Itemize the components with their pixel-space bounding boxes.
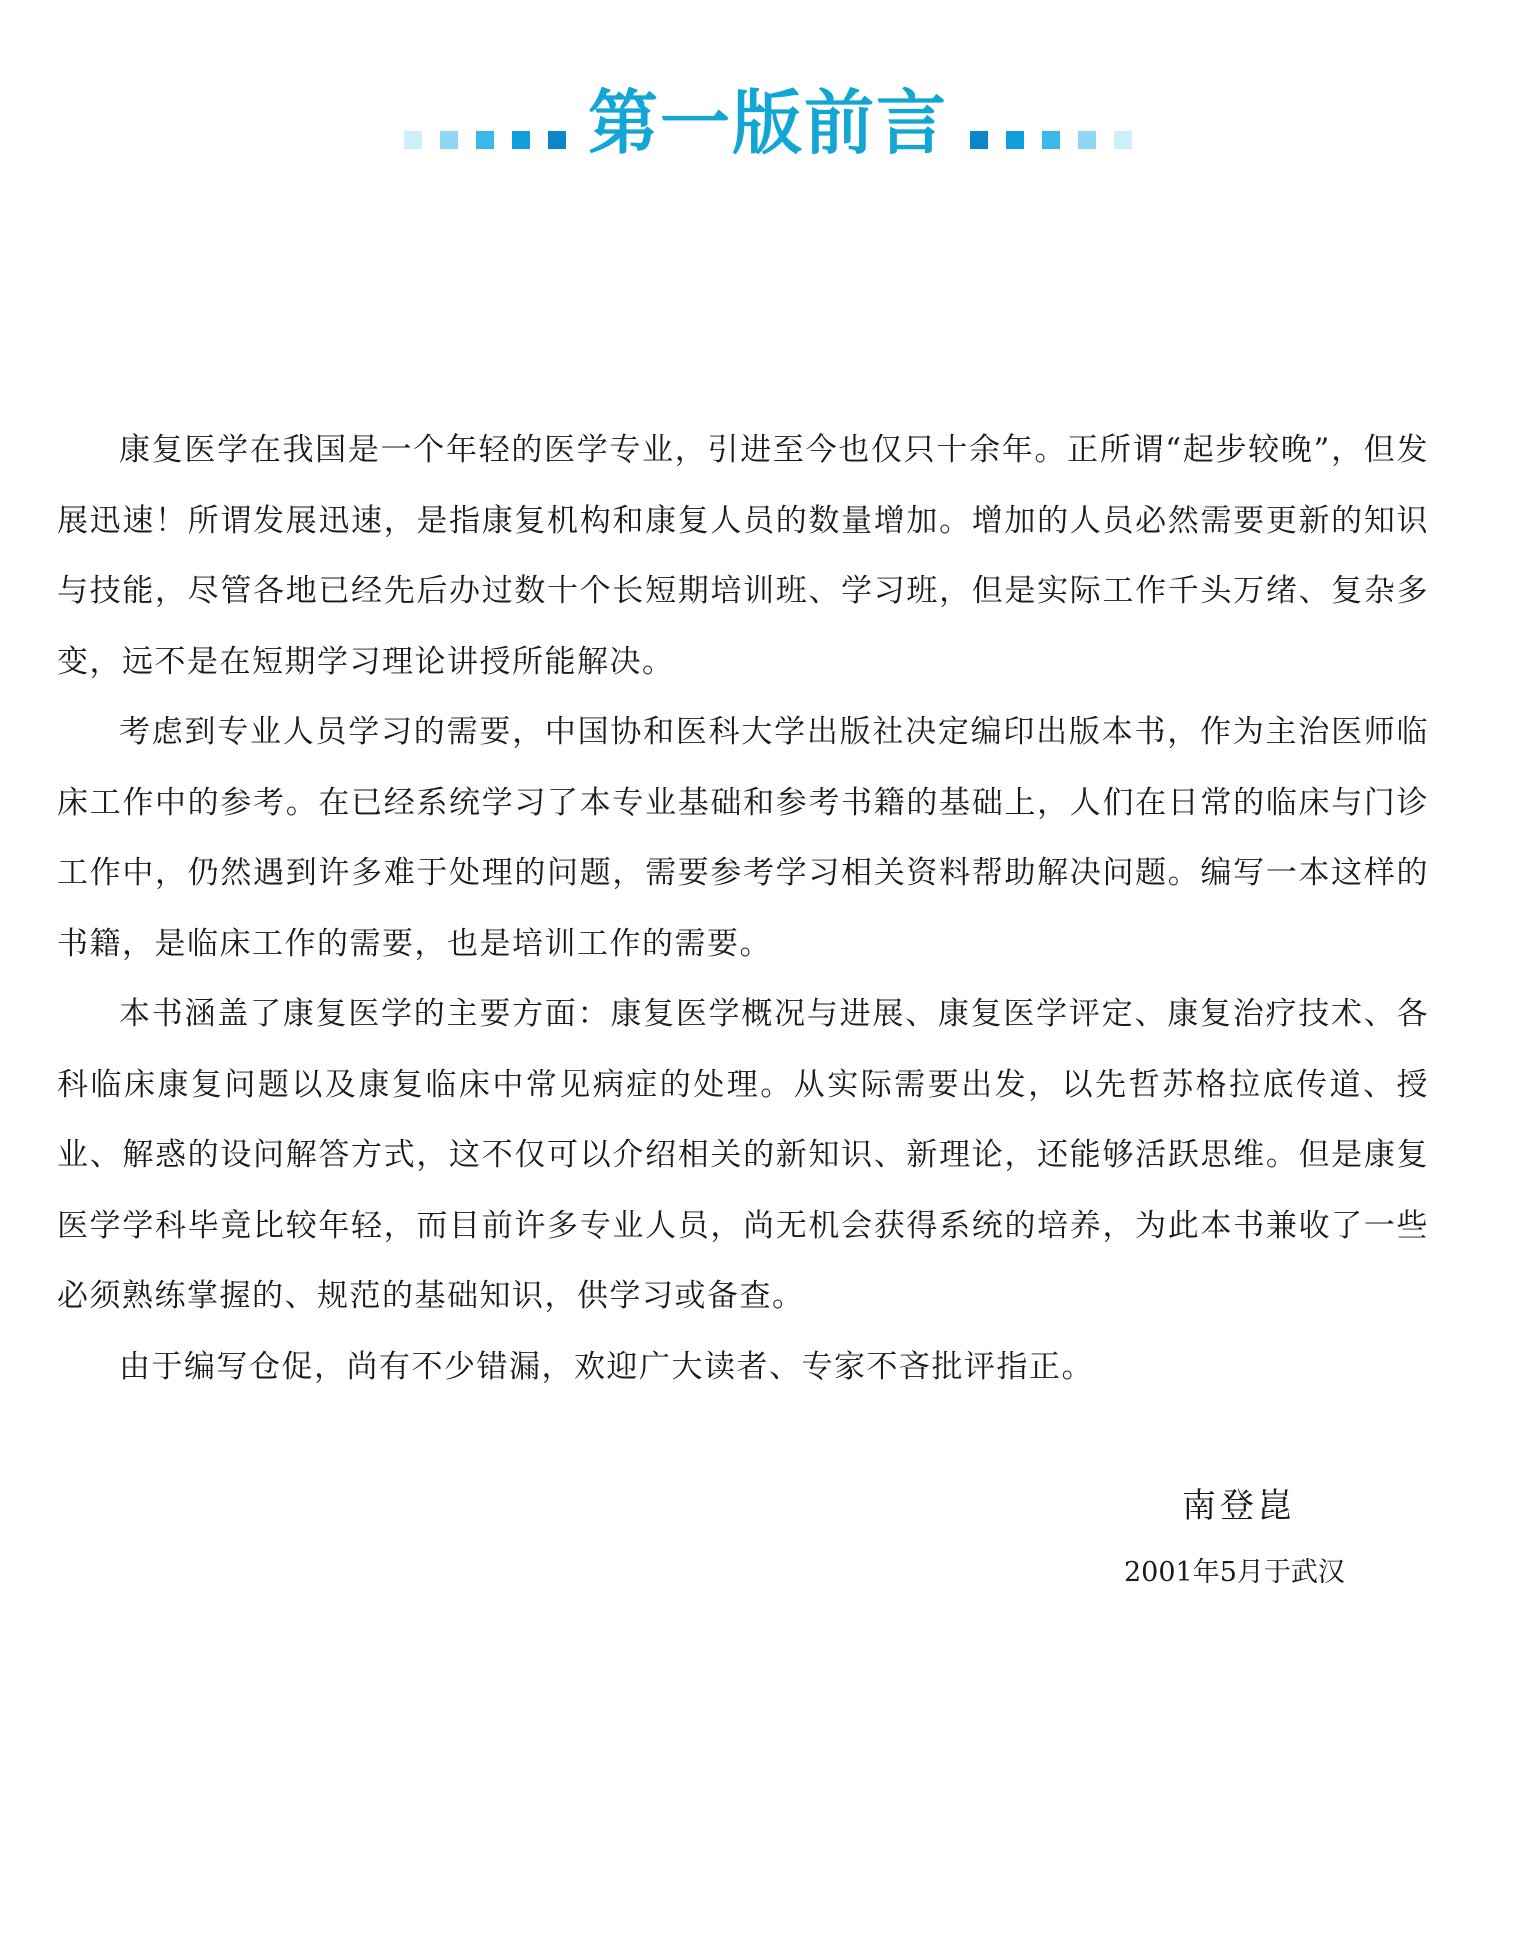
decorative-dots-left — [404, 97, 566, 149]
dot-square-icon — [970, 131, 988, 149]
dot-square-icon — [440, 131, 458, 149]
dot-square-icon — [1042, 131, 1060, 149]
dot-square-icon — [1114, 131, 1132, 149]
author-signature: 南登崑 — [1182, 1486, 1296, 1526]
dot-square-icon — [476, 131, 494, 149]
title-row — [0, 78, 1536, 168]
dot-square-icon — [1006, 131, 1024, 149]
decorative-dots-right — [970, 97, 1132, 149]
dot-square-icon — [404, 131, 422, 149]
page-title: 第一版前言 — [588, 82, 948, 164]
paragraph-1: 康复医学在我国是一个年轻的医学专业，引进至今也仅只十余年。正所谓“起步较晚”，但发展迅速！所谓发展迅速，是指康复机构和康复人员的数量增加。增加的人员必然需要更新的知识与技能，尽管各地已经先后办过数十个长短期培训班、学习班，但是实际工作千头万绪、复杂多变，远不是在短期学习理论讲授所能解决。 — [57, 432, 1429, 680]
paragraph-3: 本书涵盖了康复医学的主要方面：康复医学概况与进展、康复医学评定、康复治疗技术、各科临床康复问题以及康复临床中常见病症的处理。从实际需要出发，以先哲苏格拉底传道、授业、解惑的设问解答方式，这不仅可以介绍相关的新知识、新理论，还能够活跃思维。但是康复医学学科毕竟比较年轻，而目前许多专业人员，尚无机会获得系统的培养，为此本书兼收了一些必须熟练掌握的、规范的基础知识，供学习或备查。 — [57, 996, 1429, 1314]
paragraph-2: 考虑到专业人员学习的需要，中国协和医科大学出版社决定编印出版本书，作为主治医师临床工作中的参考。在已经系统学习了本专业基础和参考书籍的基础上，人们在日常的临床与门诊工作中，仍然遇到许多难于处理的问题，需要参考学习相关资料帮助解决问题。编写一本这样的书籍，是临床工作的需要，也是培训工作的需要。 — [57, 714, 1429, 962]
dot-square-icon — [512, 131, 530, 149]
dot-square-icon — [1078, 131, 1096, 149]
preface-body — [57, 415, 1429, 1402]
paragraph-4: 由于编写仓促，尚有不少错漏，欢迎广大读者、专家不吝批评指正。 — [119, 1348, 1094, 1385]
dot-square-icon — [548, 131, 566, 149]
date-place-line: 2001年5月于武汉 — [1124, 1557, 1345, 1588]
